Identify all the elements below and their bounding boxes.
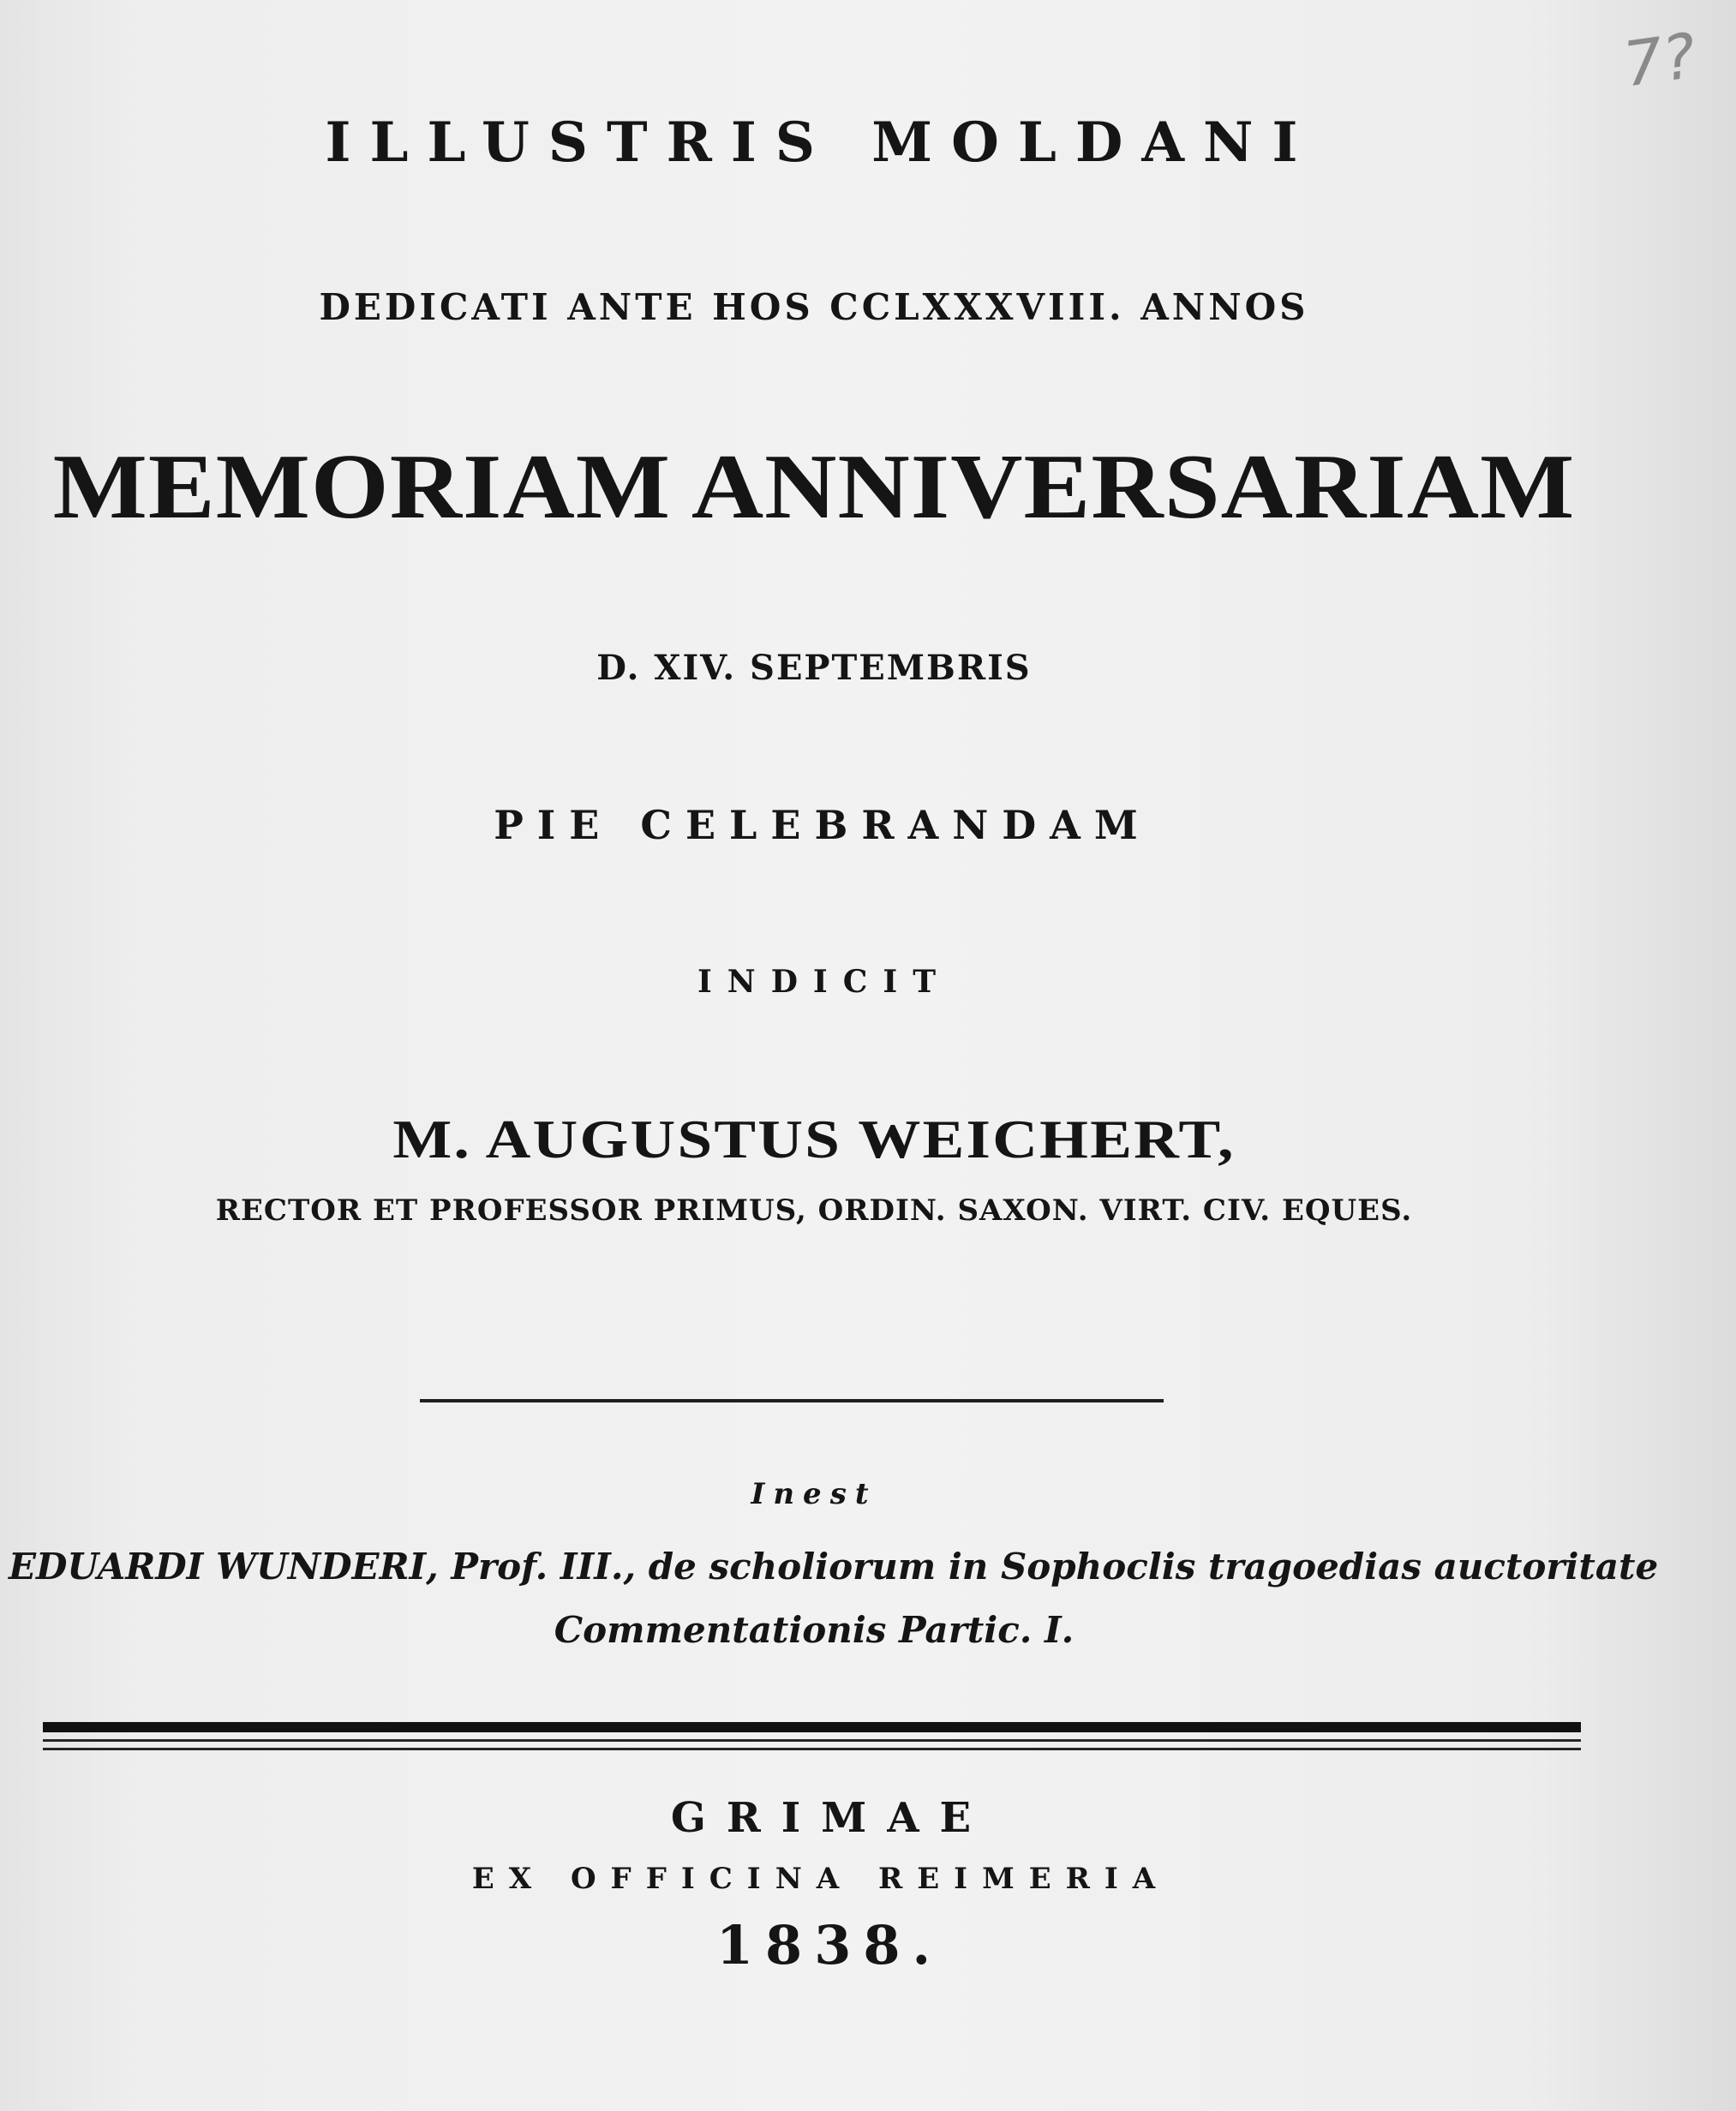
imprint-printer: EX OFFICINA REIMERIA: [471, 1862, 1170, 1896]
shelfmark-annotation: 7?: [1619, 19, 1701, 101]
thick-divider-rule: [43, 1722, 1581, 1732]
contents-line-2: Commentationis Partic. I.: [554, 1609, 1075, 1651]
title-line-indicit: INDICIT: [697, 964, 952, 1000]
thin-divider-rule-1: [43, 1739, 1581, 1742]
title-line-date: D. XIV. SEPTEMBRIS: [596, 648, 1032, 688]
thin-divider-rule-2: [43, 1748, 1581, 1750]
title-line-illustris-moldani: ILLUSTRIS MOLDANI: [325, 111, 1317, 175]
title-line-pie-celebrandam: PIE CELEBRANDAM: [494, 802, 1152, 848]
imprint-place: GRIMAE: [670, 1794, 992, 1842]
imprint-year: 1838.: [715, 1914, 943, 1976]
title-line-memoriam-anniversariam: MEMORIAM ANNIVERSARIAM: [52, 436, 1576, 538]
short-divider-rule: [420, 1399, 1164, 1402]
title-line-dedicati: DEDICATI ANTE HOS CCLXXXVIII. ANNOS: [319, 286, 1309, 328]
author-name: M. AUGUSTUS WEICHERT,: [392, 1109, 1236, 1169]
author-title: RECTOR ET PROFESSOR PRIMUS, ORDIN. SAXON. VIRT. CIV. EQUES.: [215, 1193, 1413, 1228]
contents-line-1: EDUARDI WUNDERI, Prof. III., de scholiorum in Sophoclis tragoedias auctoritate: [9, 1546, 1659, 1588]
inest-label: Inest: [751, 1477, 877, 1511]
